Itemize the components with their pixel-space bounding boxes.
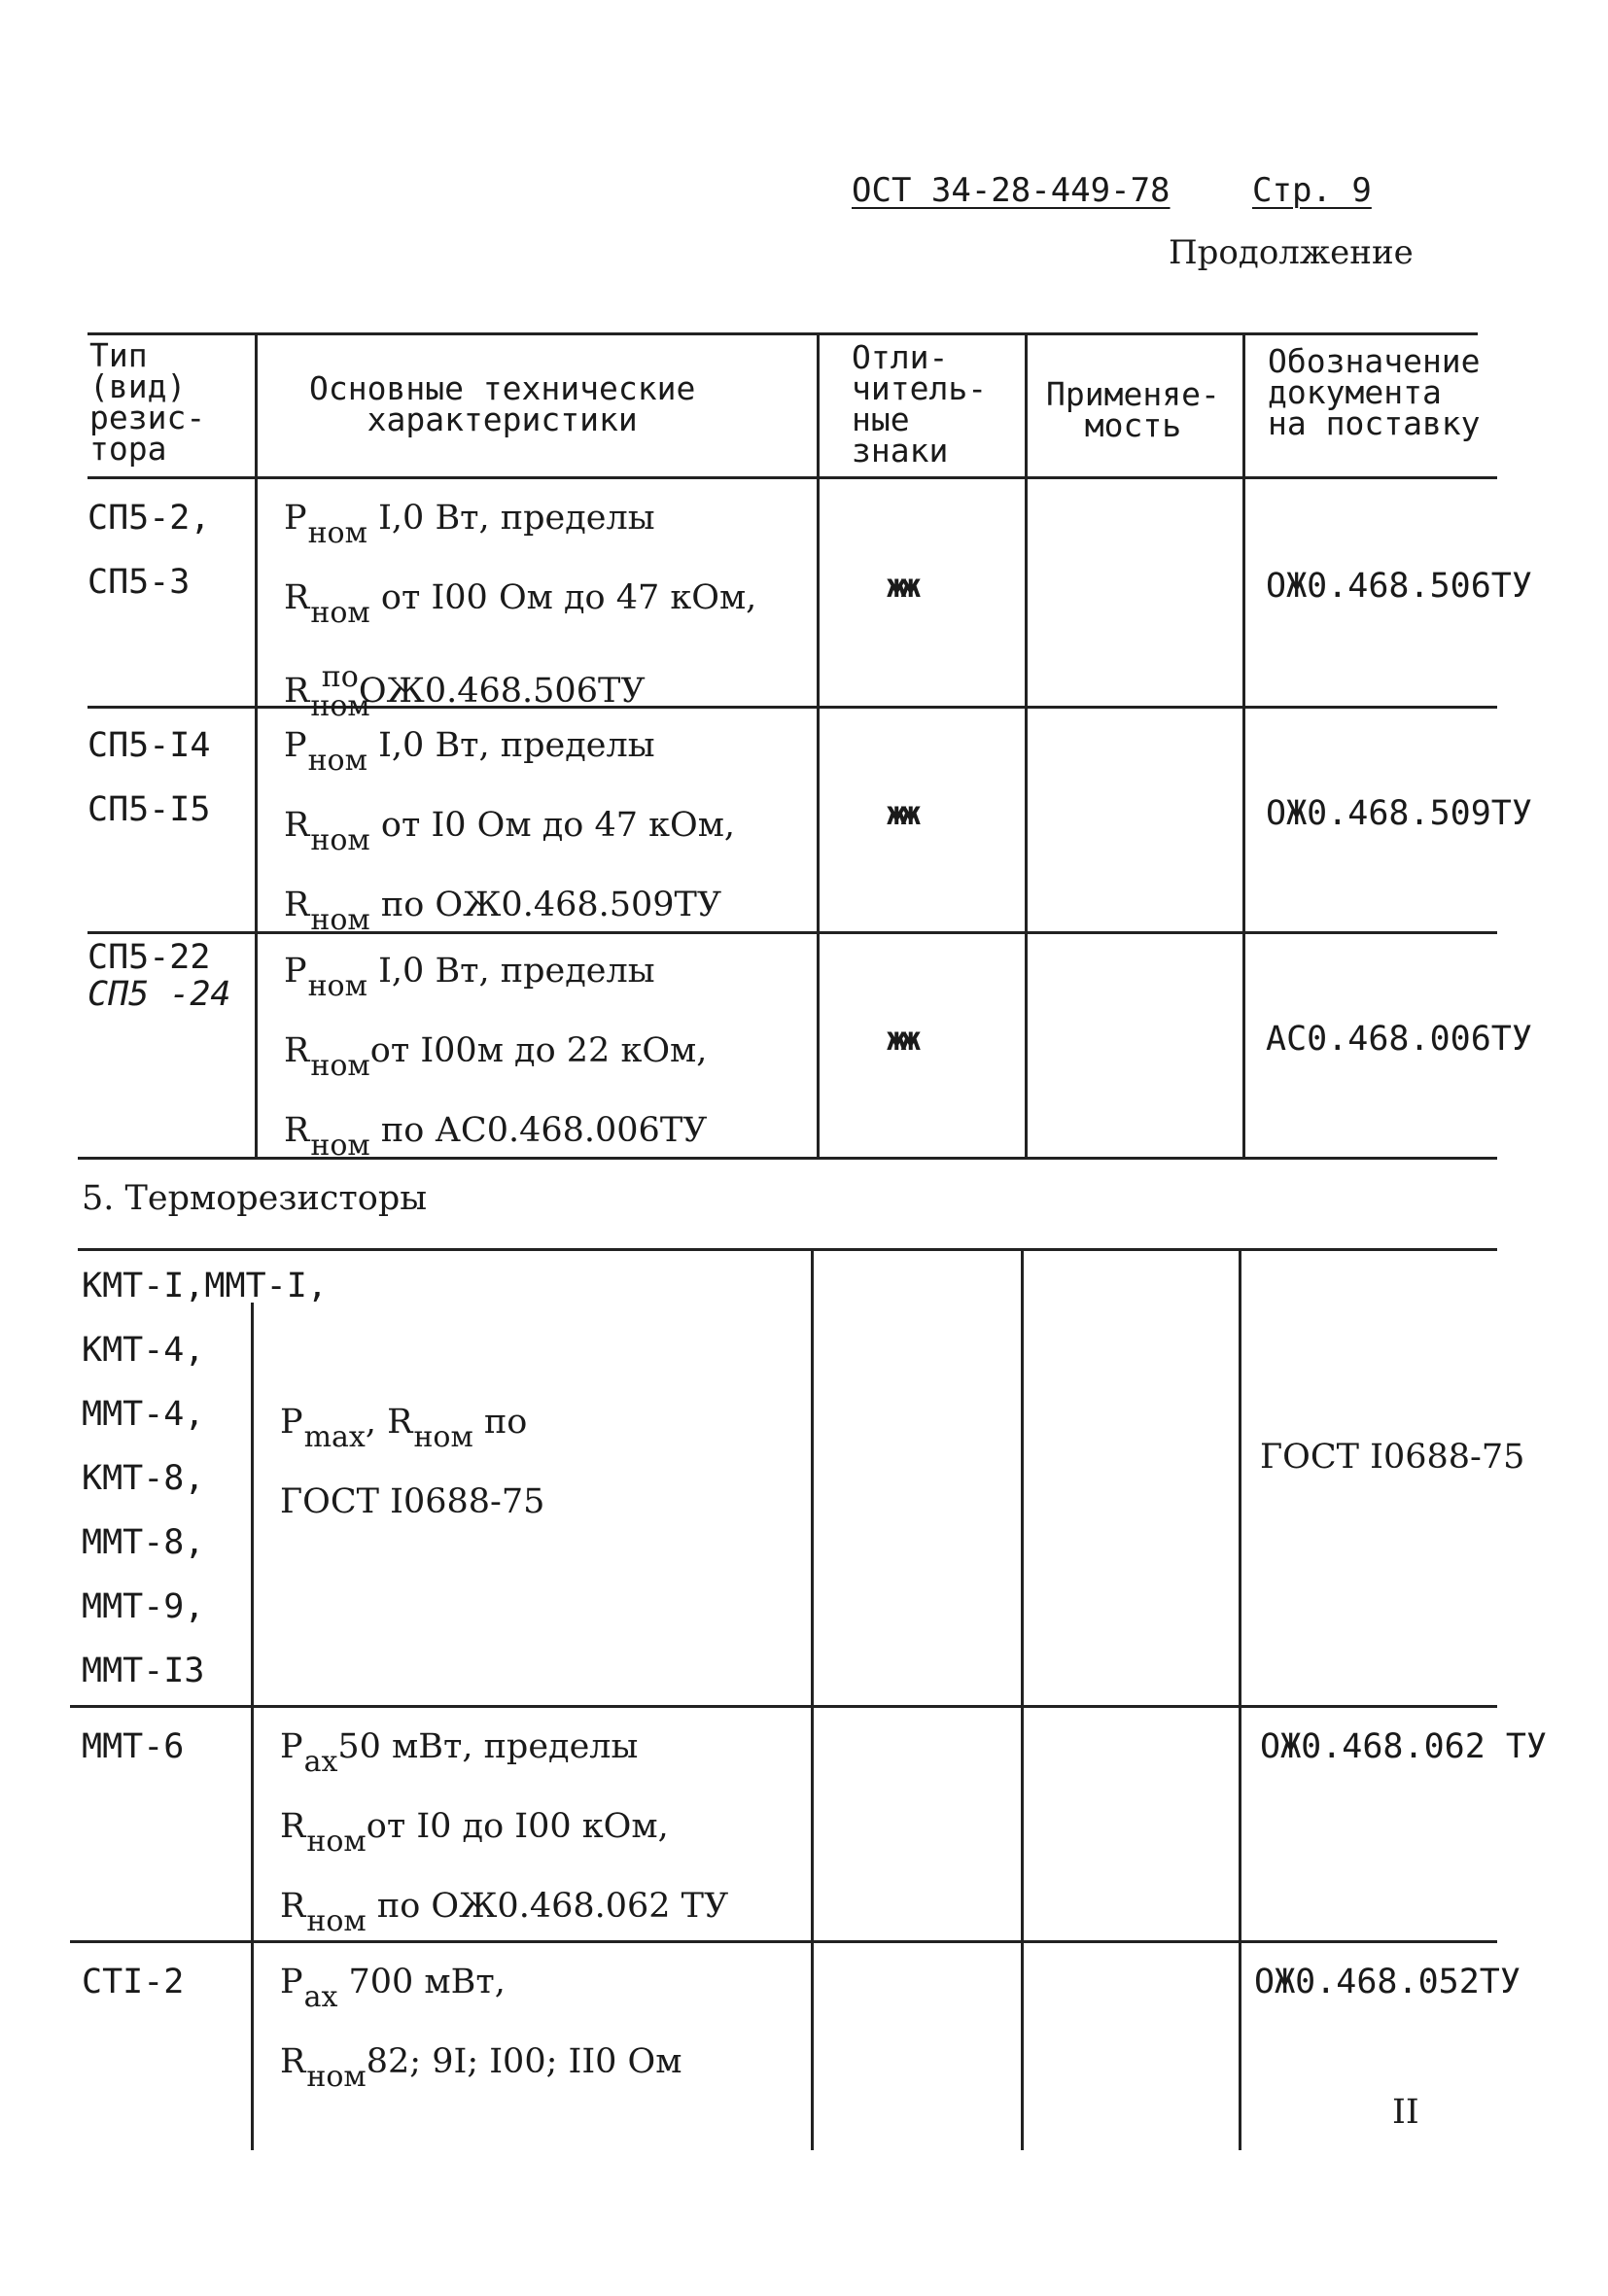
table-row-document: ОЖ0.468.062 ТУ [1260,1727,1548,1766]
table-row-characteristics: Pах50 мВт, пределы Rномот I0 до I00 кОм, Rном по ОЖ0.468.062 ТУ [280,1727,729,1938]
section-title: 5. Терморезисторы [82,1179,428,1218]
column-rule [1239,1248,1241,2150]
column-rule [1021,1248,1024,2150]
table-row-document: ОЖ0.468.506ТУ [1266,567,1532,606]
table-row-characteristics: Pном I,0 Вт, пределы Rном от I00 Ом до 47 кОм, RномпоОЖ0.468.506ТУ [284,499,757,723]
table-row-document: ГОСТ I0688-75 [1260,1438,1525,1477]
column-header-applicability: Применяе- мость [1046,375,1220,444]
table-row-type: СП5-I4 СП5-I5 [87,726,211,829]
table-row-type: ММТ-6 [82,1727,185,1766]
column-rule [1242,332,1245,1157]
table-row-characteristics: Pном I,0 Вт, пределы Rном от I0 Ом до 47 кОм, Rном по ОЖ0.468.509ТУ [284,726,736,937]
continuation-label: Продолжение [1169,233,1414,272]
table-row-type: СТI-2 [82,1963,185,2001]
table-row-type: СП5-2, СП5-3 [87,499,211,602]
table-row-document: ОЖ0.468.052ТУ [1254,1963,1521,2001]
table-row-characteristics: Pном I,0 Вт, пределы Rномот I00м до 22 кОм, Rном по АС0.468.006ТУ [284,952,708,1163]
table-row-document: ОЖ0.468.509ТУ [1266,794,1532,833]
column-header-marks: Отли- читель- ные знаки [852,338,988,470]
row-rule [70,1705,1497,1708]
column-rule [255,332,258,1157]
table-row-characteristics: Pmax, Rном по ГОСТ I0688-75 [280,1403,545,1521]
page-number: II [1392,2093,1419,2132]
table-row-document: АС0.468.006ТУ [1266,1020,1532,1059]
table-row-characteristics: Pах 700 мВт, Rном82; 9I; I00; II0 Ом [280,1963,682,2094]
column-header-characteristics: Основные технические характеристики [309,369,696,438]
column-header-type: Тип (вид) резис- тора [89,336,206,468]
column-rule [811,1248,814,2150]
header-bottom-rule [87,476,1497,479]
table-top-rule [87,332,1478,335]
distinctive-mark: жж [887,567,915,606]
distinctive-mark: жж [887,1020,915,1059]
column-rule [1025,332,1028,1157]
distinctive-mark: жж [887,794,915,833]
column-header-document: Обозначение документа на поставку [1268,342,1481,442]
table-row-type: КМТ-I,ММТ-I, КМТ-4, ММТ-4, КМТ-8, ММТ-8, ММТ-9, ММТ-I3 [82,1267,328,1690]
standard-designation: ОСТ 34-28-449-78 [852,171,1171,210]
section-rule [78,1248,1497,1251]
page-label: Стр. 9 [1252,171,1372,210]
table-row-type: СП5-22 СП5 -24 [87,938,231,1014]
column-rule [817,332,820,1157]
